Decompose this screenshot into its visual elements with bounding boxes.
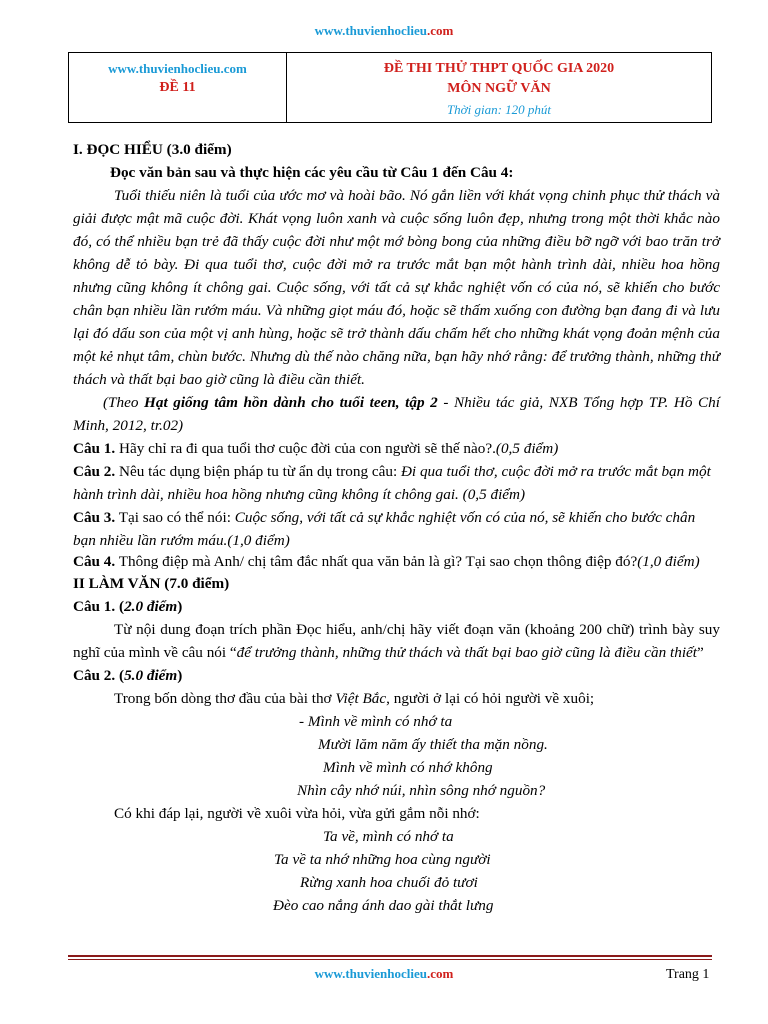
- top-site-link[interactable]: [0, 23, 768, 39]
- header-table: [68, 52, 712, 123]
- footer-site-tld: .com: [426, 966, 454, 981]
- source-book-title: Hạt giống tâm hồn dành cho tuổi teen, tập 2: [144, 394, 438, 411]
- footer-site-link[interactable]: [0, 966, 768, 982]
- question-3: [73, 506, 720, 552]
- poem-line: Nhìn cây nhớ núi, nhìn sông nhớ nguồn?: [297, 782, 546, 799]
- question-2: [73, 460, 720, 506]
- question-4: [73, 552, 720, 572]
- source-suffix: - Nhiều tác giả, NXB Tổng hợp TP. Hồ Chí Minh, 2012, tr.02): [73, 394, 720, 434]
- passage-source: [73, 391, 720, 437]
- question-2-quote: Đi qua tuổi thơ, cuộc đời mở ra trước mắt bạn một hành trình dài, nhiều hoa hồng nhưng cũng không ít chông gai. (0,5 điểm): [73, 463, 711, 503]
- essay-2-poem-title: Việt Bắc: [335, 690, 387, 707]
- poem-line: Ta về ta nhớ những hoa cùng người: [274, 851, 491, 868]
- exam-time: Thời gian: 120 phút: [446, 102, 552, 117]
- source-prefix: (Theo: [103, 394, 145, 411]
- essay-1-text: Từ nội dung đoạn trích phần Đọc hiểu, anh/chị hãy viết đoạn văn (khoảng 200 chữ) trình bày suy nghĩ của mình về câu nói “: [73, 621, 720, 661]
- header-left-cell: [69, 53, 287, 122]
- top-site-tld: .com: [426, 23, 454, 38]
- essay-2-text-a: Trong bốn dòng thơ đầu của bài thơ: [114, 690, 336, 707]
- question-2-label: Câu 2.: [73, 463, 116, 480]
- exam-title: ĐỀ THI THỬ THPT QUỐC GIA 2020: [383, 61, 615, 76]
- essay-2-intro: [73, 687, 720, 710]
- footer-divider-thin: [68, 959, 712, 960]
- top-site-main: www.thuvienhoclieu: [314, 23, 427, 38]
- reading-passage: Tuổi thiếu niên là tuổi của ước mơ và hoài bão. Nó gắn liền với khát vọng chinh phục thử thách và giải được mật mã cuộc đời. Khát vọng luôn xanh và cuộc sống luôn đẹp, nhưng trong một thời khắc nào đó, có thể nhiều bạn trẻ đã thấy cuộc đời như một mớ bòng bong của những điều bỡ ngỡ với bao trăn trở không dễ tỏ bày. Đi qua tuổi thơ, cuộc đời mở ra trước mắt bạn một hành trình dài, nhiều hoa hồng nhưng cũng không ít chông gai. Cuộc sống, với tất cả sự khắc nghiệt vốn có của nó, sẽ khiến cho bước chân bạn nhiều lần rướm máu. Và những giọt máu đó, hoặc sẽ thấm xuống con đường bạn đang đi và lưu lại đó dấu son của một vị anh hùng, hoặc sẽ trở thành dấu chấm hết cho những khát vọng đoản mệnh của một kẻ nhụt tâm, chùn bước. Nhưng dù thế nào chăng nữa, bạn hãy nhớ rằng: để trưởng thành, những thử thách và thất bại bao giờ cũng là điều cần thiết.: [73, 187, 720, 388]
- essay-1-prompt: [73, 618, 720, 664]
- essay-1-end: ”: [697, 644, 704, 661]
- question-3-label: Câu 3.: [73, 509, 116, 526]
- exam-subject: MÔN NGỮ VĂN: [447, 81, 551, 96]
- poem-line: Đèo cao nắng ánh dao gài thắt lưng: [273, 897, 494, 914]
- exam-number: ĐỀ 11: [159, 80, 196, 95]
- question-1-label: Câu 1.: [73, 440, 116, 457]
- question-1: [73, 437, 720, 460]
- essay-1-close: ): [177, 598, 183, 615]
- essay-2-close: ): [177, 667, 183, 684]
- question-4-text: Thông điệp mà Anh/ chị tâm đắc nhất qua văn bản là gì? Tại sao chọn thông điệp đó?: [115, 553, 638, 570]
- essay-2-heading: [73, 664, 720, 687]
- footer-divider: [68, 955, 712, 957]
- essay-1-heading: [73, 595, 720, 618]
- essay-2-score: 5.0 điểm: [124, 667, 178, 684]
- poem-line: Mình về mình có nhớ không: [323, 759, 493, 776]
- essay-1-label: Câu 1. (: [73, 598, 125, 615]
- question-4-score: (1,0 điểm): [637, 553, 700, 570]
- part1-instruction: Đọc văn bản sau và thực hiện các yêu cầu từ Câu 1 đến Câu 4:: [110, 164, 514, 181]
- poem-line: Rừng xanh hoa chuối đỏ tươi: [300, 874, 478, 891]
- question-4-label: Câu 4.: [73, 553, 116, 570]
- question-2-text: Nêu tác dụng biện pháp tu từ ẩn dụ trong câu:: [115, 463, 401, 480]
- poem-line: - Mình về mình có nhớ ta: [299, 713, 453, 730]
- question-1-text: Hãy chỉ ra đi qua tuổi thơ cuộc đời của con người sẽ thế nào?.: [115, 440, 496, 457]
- question-3-quote: Cuộc sống, với tất cả sự khắc nghiệt vốn có của nó, sẽ khiến cho bước chân bạn nhiều lần rướm máu.(1,0 điểm): [73, 509, 696, 549]
- document-body: [73, 138, 720, 917]
- essay-2-text-b: , người ở lại có hỏi người về xuôi;: [386, 690, 595, 707]
- question-1-score: (0,5 điểm): [495, 440, 559, 457]
- essay-1-score: 2.0 điểm: [124, 598, 178, 615]
- part1-heading: I. ĐỌC HIỂU (3.0 điểm): [73, 141, 232, 158]
- essay-1-quote: để trưởng thành, những thử thách và thất bại bao giờ cũng là điều cần thiết: [236, 644, 697, 661]
- header-site-link[interactable]: www.thuvienhoclieu.com: [108, 61, 247, 76]
- essay-2-reply-intro: Có khi đáp lại, người về xuôi vừa hỏi, vừa gửi gắm nỗi nhớ:: [114, 805, 480, 822]
- part2-heading: II LÀM VĂN (7.0 điểm): [73, 575, 230, 592]
- header-right-cell: [287, 53, 711, 122]
- page-number: Trang 1: [666, 967, 710, 982]
- essay-2-label: Câu 2. (: [73, 667, 125, 684]
- poem-line: Ta về, mình có nhớ ta: [323, 828, 454, 845]
- question-3-text: Tại sao có thể nói:: [115, 509, 235, 526]
- footer-site-main: www.thuvienhoclieu: [314, 966, 427, 981]
- poem-line: Mười lăm năm ấy thiết tha mặn nồng.: [318, 736, 548, 753]
